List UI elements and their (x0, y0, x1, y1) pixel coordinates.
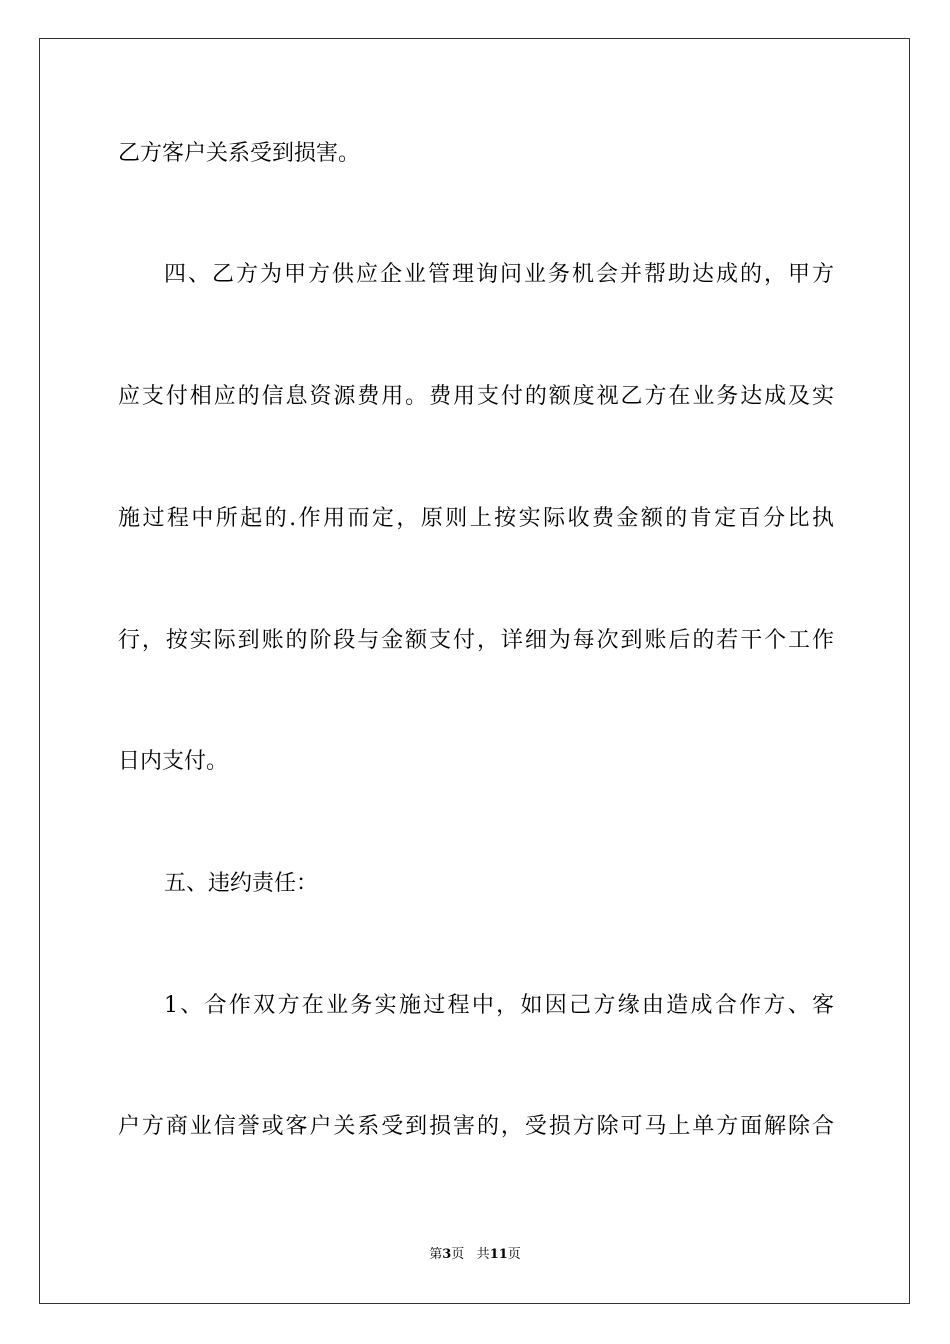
footer-total-pages: 11 (489, 1247, 508, 1262)
text-line-7: 五、违约责任： (164, 871, 319, 896)
footer-total-suffix: 页 (507, 1247, 521, 1262)
text-line-3: 应支付相应的信息资源费用。费用支付的额度视乙方在业务达成及实 (118, 384, 834, 409)
text-line-4: 施过程中所起的.作用而定，原则上按实际收费金额的肯定百分比执 (118, 506, 834, 531)
text-line-1: 乙方客户关系受到损害。 (118, 141, 361, 166)
page-footer (0, 1246, 950, 1264)
footer-page-prefix: 第 (429, 1247, 443, 1262)
footer-page-number: 3 (442, 1247, 452, 1262)
text-line-9: 户方商业信誉或客户关系受到损害的，受损方除可马上单方面解除合 (118, 1114, 834, 1139)
text-line-8: 1、合作双方在业务实施过程中，如因己方缘由造成合作方、客 (164, 993, 834, 1018)
footer-page-suffix: 页 (451, 1247, 465, 1262)
text-line-5: 行，按实际到账的阶段与金额支付，详细为每次到账后的若干个工作 (118, 628, 834, 653)
text-line-2: 四、乙方为甲方供应企业管理询问业务机会并帮助达成的，甲方 (164, 262, 834, 287)
text-line-6: 日内支付。 (118, 749, 229, 774)
footer-total-prefix: 共 (476, 1247, 490, 1262)
